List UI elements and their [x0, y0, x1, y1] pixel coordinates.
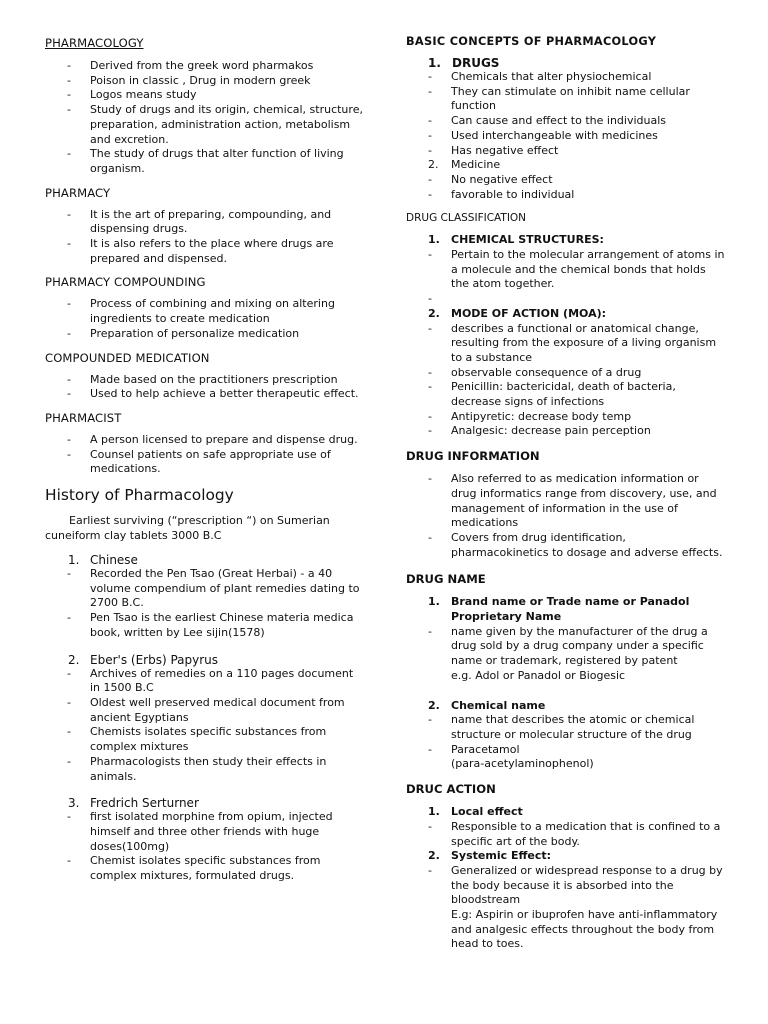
list-item: - Has negative effect [428, 143, 559, 157]
list-item: - Oldest well preserved medical document from ancient Egyptians [67, 695, 345, 724]
list-item: - Chemist isolates specific substances from complex mixtures, formulated drugs. [67, 854, 321, 883]
list-item: - The study of drugs that alter function of living organism. [67, 147, 344, 175]
list-item: - name given by the manufacturer of the drug a drug sold by a drug company under a specific name or trademark, registered by patent [428, 624, 708, 668]
list-item: (para-acetylaminophenol) [451, 757, 594, 771]
list-item: - Made based on the practitioners prescription [67, 372, 338, 386]
list-item: - Logos means study [67, 88, 197, 102]
list-item: - Generalized or widespread response to a drug by the body because it is absorbed into the bloodstream [428, 863, 723, 907]
history-section-heading: 3. Fredrich Serturner [68, 796, 199, 811]
list-item: - favorable to individual [428, 187, 575, 201]
list-item: - Analgesic: decrease pain perception [428, 424, 651, 438]
history-section-list [67, 667, 365, 785]
list-item: - Used interchangeable with medicines [428, 128, 658, 142]
list-item: - It is the art of preparing, compounding, and dispensing drugs. [67, 207, 332, 236]
list-item: - Also referred to as medication information or drug informatics range from discovery, use, and management of information in the use of medications [428, 472, 717, 530]
compounded-list [67, 373, 365, 402]
list-item: - Derived from the greek word pharmakos [67, 59, 314, 72]
list-item: - Recorded the Pen Tsao (Great Herbai) - a 40 volume compendium of plant remedies dating to 2700 B.C. [67, 567, 360, 610]
list-item: - Study of drugs and its origin, chemical, structure, preparation, administration action, metabolism and excretion. [67, 103, 363, 146]
list-item: - describes a functional or anatomical change, resulting from the exposure of a living organism to a substance [428, 321, 717, 364]
drug-name-heading: DRUG NAME [406, 572, 486, 587]
list-item: - Antipyretic: decrease body temp [428, 409, 632, 423]
list-item: 1. Local effect [428, 805, 523, 819]
list-item: - first isolated morphine from opium, injected himself and three other friends with huge doses(100mg) [67, 810, 333, 853]
list-item: E.g: Aspirin or ibuprofen have anti-inflammatory and analgesic effects throughout the body from head to toes. [451, 908, 718, 951]
classification-list [428, 233, 726, 439]
list-item: - Pharmacologists then study their effects in animals. [67, 754, 327, 783]
compounding-list [67, 297, 365, 341]
pharmacy-list [67, 208, 365, 267]
list-item: - name that describes the atomic or chemical structure or molecular structure of the drug [428, 713, 695, 741]
basic-concepts-heading: BASIC CONCEPTS OF PHARMACOLOGY [406, 35, 657, 48]
classification-heading: DRUG CLASSIFICATION [406, 212, 527, 225]
list-item: 1. CHEMICAL STRUCTURES: [428, 233, 604, 247]
drug-action-list [428, 805, 726, 952]
list-item: e.g. Adol or Panadol or Biogesic [451, 668, 626, 682]
compounded-heading: COMPOUNDED MEDICATION [45, 350, 210, 365]
right-column [406, 35, 726, 952]
history-section-list [67, 567, 365, 641]
list-item: 2. Systemic Effect: [428, 849, 552, 863]
pharmacy-heading: PHARMACY [45, 185, 111, 200]
list-item: 1. Brand name or Trade name or Panadol Proprietary Name [428, 595, 690, 624]
information-list [428, 472, 726, 560]
drug-name-list-1 [428, 595, 726, 683]
pharmacist-list [67, 433, 365, 477]
drug-information-heading: DRUG INFORMATION [406, 449, 540, 464]
list-item: - Counsel patients on safe appropriate use of medications. [67, 447, 331, 476]
pharmacology-list [67, 59, 365, 177]
list-item: - Chemicals that alter physiochemical [428, 70, 652, 83]
list-item: - Poison in classic , Drug in modern greek [67, 73, 311, 87]
list-item: - Penicillin: bactericidal, death of bacteria, decrease signs of infections [428, 380, 676, 409]
list-item: - observable consequence of a drug [428, 365, 642, 379]
drug-action-heading: DRUC ACTION [406, 782, 496, 797]
list-item: 2. Medicine [428, 158, 501, 172]
list-item: - Can cause and effect to the individuals [428, 114, 667, 128]
list-item: - Covers from drug identification, pharmacokinetics to dosage and adverse effects. [428, 530, 723, 559]
history-section-heading: 1. Chinese [68, 553, 138, 568]
compounding-heading: PHARMACY COMPOUNDING [45, 275, 206, 290]
list-item: 2. MODE OF ACTION (MOA): [428, 306, 607, 320]
list-item: - Paracetamol [428, 742, 520, 756]
pharmacology-heading: PHARMACOLOGY [45, 36, 144, 50]
list-item: - Pertain to the molecular arrangement of atoms in a molecule and the chemical bonds that holds the atom together. [428, 248, 725, 291]
list-item: - They can stimulate on inhibit name cellular function [428, 84, 690, 113]
list-item: - Used to help achieve a better therapeutic effect. [67, 387, 359, 401]
list-item: - Archives of remedies on a 110 pages document in 1500 B.C [67, 666, 354, 695]
list-item: 2. Chemical name [428, 698, 546, 712]
history-heading: History of Pharmacology [45, 486, 234, 505]
list-item: - It is also refers to the place where drugs are prepared and dispensed. [67, 237, 334, 265]
list-item: - No negative effect [428, 172, 553, 186]
list-item: - Process of combining and mixing on altering ingredients to create medication [67, 297, 335, 326]
list-item: - [428, 292, 432, 306]
history-intro: Earliest surviving (“prescription “) on Sumerian cuneiform clay tablets 3000 B.C [45, 514, 330, 543]
list-item: - Pen Tsao is the earliest Chinese materia medica book, written by Lee sijin(1578) [67, 611, 354, 639]
history-section-list [67, 810, 365, 884]
list-item: - Responsible to a medication that is confined to a specific art of the body. [428, 819, 721, 848]
left-column [45, 36, 365, 884]
basic-list [428, 70, 726, 202]
pharmacist-heading: PHARMACIST [45, 410, 122, 425]
drug-name-list-2 [428, 699, 726, 773]
list-item: - Chemists isolates specific substances from complex mixtures [67, 725, 327, 754]
history-section-heading: 2. Eber's (Erbs) Papyrus [68, 652, 219, 667]
drugs-heading: 1. DRUGS [428, 56, 500, 70]
list-item: - Preparation of personalize medication [67, 326, 300, 340]
list-item: - A person licensed to prepare and dispense drug. [67, 432, 358, 446]
